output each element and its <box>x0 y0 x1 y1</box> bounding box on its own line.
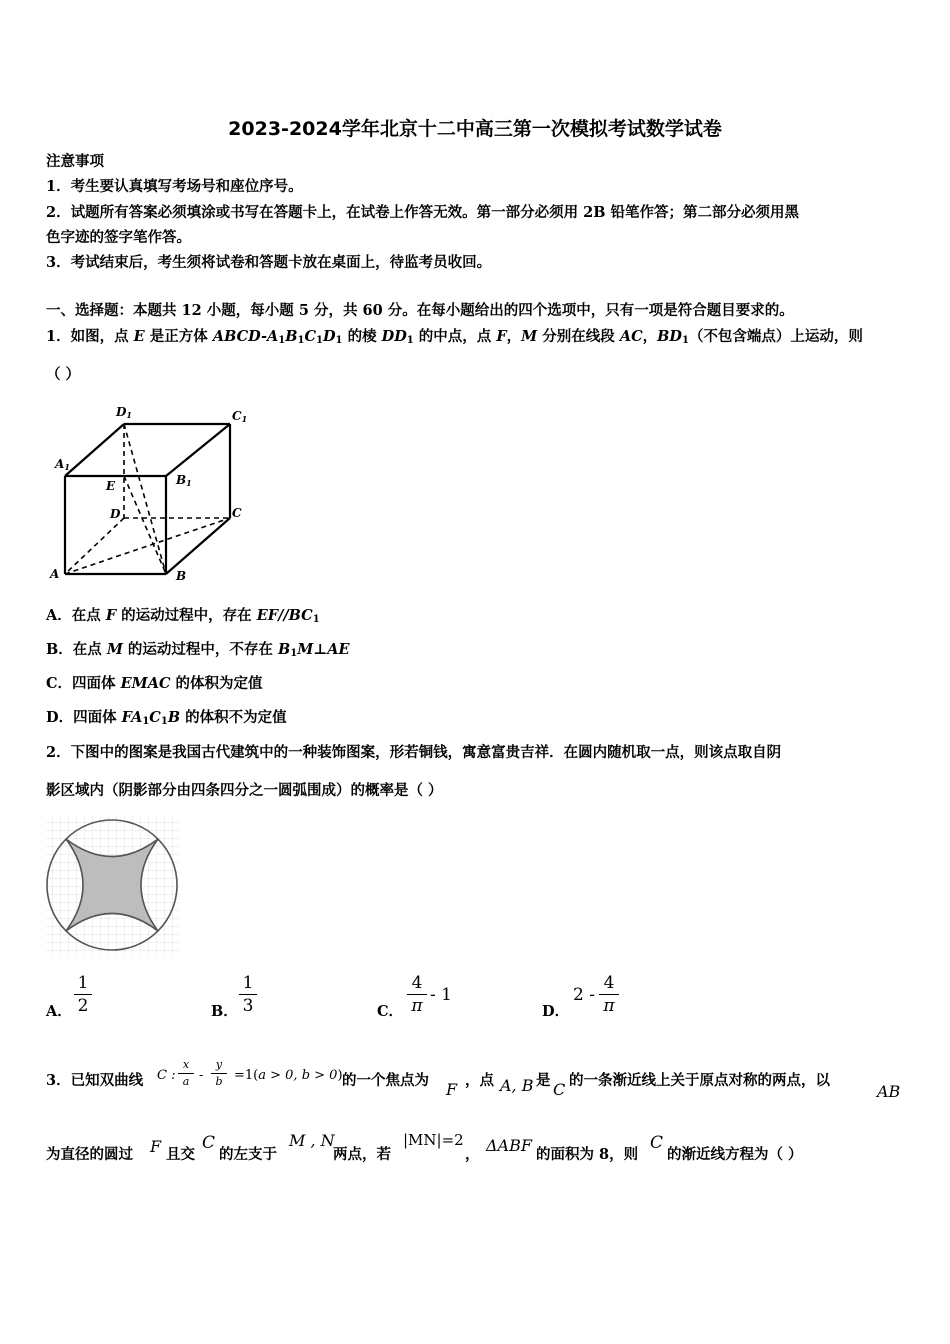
q3-line2-mn-eq: |MN|=2 <box>403 1131 464 1149</box>
q3-minus: - <box>199 1068 204 1083</box>
section-heading: 一、选择题：本题共 12 小题，每小题 5 分，共 60 分。在每小题给出的四个选项中，只有一项是符合题目要求的。 <box>46 302 794 319</box>
q3-text-3: ，点 <box>465 1072 494 1089</box>
q3-line2-mn: M , N <box>289 1131 335 1150</box>
question-2-line2: 影区域内（阴影部分由四条四分之一圆弧围成）的概率是（ ） <box>46 782 443 799</box>
notice-item-2: 2．试题所有答案必须填涂或书写在答题卡上，在试卷上作答无效。第一部分必须用 2B 铅笔作答；第二部分必须用黑 <box>46 204 800 221</box>
notice-item-2-cont: 色字迹的签字笔作答。 <box>46 229 191 246</box>
q3-text-4: 是 <box>536 1072 551 1089</box>
q2-option-d-head: 2 - <box>573 985 595 1005</box>
q2-option-b-label: B． <box>211 1003 238 1020</box>
label-e: E <box>106 479 116 493</box>
q1-option-c: C．四面体 EMAC 的体积为定值 <box>46 675 263 692</box>
q3-line2-text-5: 的面积为 8，则 <box>536 1146 639 1163</box>
q2-option-a-label: A． <box>46 1003 72 1020</box>
q3-line2-text-3: 的左支于 <box>219 1146 277 1163</box>
label-c: C <box>232 506 242 520</box>
q3-line2-text-1: 为直径的圆过 <box>46 1146 133 1163</box>
q3-line2-comma: ， <box>465 1146 480 1163</box>
label-d: D <box>110 507 121 521</box>
q3-line2-c2: C <box>650 1133 664 1153</box>
notice-heading: 注意事项 <box>46 153 104 170</box>
q3-line2-triangle: ΔABF <box>486 1136 532 1155</box>
q3-text-2: 的一个焦点为 <box>342 1072 429 1089</box>
page-title: 2023-2024学年北京十二中高三第一次模拟考试数学试卷 <box>228 118 722 140</box>
q3-points-ab: A, B <box>500 1076 534 1095</box>
notice-item-3: 3．考试结束后，考生须将试卷和答题卡放在桌面上，待监考员收回。 <box>46 254 492 271</box>
label-c1: C1 <box>232 409 248 424</box>
q1-option-b: B．在点 M 的运动过程中，不存在 $B_1M\perp AE$ <box>46 641 350 659</box>
q2-option-d-label: D． <box>542 1003 570 1020</box>
q3-equation: =1(a > 0, b > 0) <box>234 1068 343 1083</box>
label-d1: D1 <box>116 405 132 420</box>
question-2-line1: 2．下图中的图案是我国古代建筑中的一种装饰图案，形若铜钱，寓意富贵吉祥．在圆内随机取一点，则该点取自阴 <box>46 744 782 761</box>
q3-segment-ab: AB <box>877 1082 901 1101</box>
coin-pattern-figure <box>44 814 182 956</box>
q2-option-c-label: C． <box>377 1003 404 1020</box>
q1-option-d: D．四面体 $FA_1C_1B$ 的体积不为定值 <box>46 709 287 727</box>
q3-frac-x: x a <box>178 1058 194 1089</box>
q2-option-b-fraction: 1 3 <box>239 973 257 1016</box>
q3-text-5: 的一条渐近线上关于原点对称的两点，以 <box>569 1072 830 1089</box>
q2-option-c-fraction: 4 π <box>407 973 427 1016</box>
q2-option-d-fraction: 4 π <box>599 973 619 1016</box>
q3-hyperbola-c: C : <box>157 1068 176 1083</box>
label-a: A <box>50 567 60 581</box>
cube-figure <box>40 400 260 590</box>
q3-frac-y: y b <box>211 1058 227 1089</box>
label-b: B <box>176 569 187 583</box>
q2-option-a-fraction: 1 2 <box>74 973 92 1016</box>
question-1-paren: （ ） <box>46 366 81 383</box>
q3-line2-text-4: 两点，若 <box>333 1146 391 1163</box>
notice-item-1: 1．考生要认真填写考场号和座位序号。 <box>46 178 303 195</box>
q2-option-c-tail: - 1 <box>430 985 452 1005</box>
q3-focus-f: F <box>446 1080 458 1099</box>
q3-line2-f: F <box>150 1137 162 1156</box>
q3-intro: 3．已知双曲线 <box>46 1072 144 1089</box>
label-b1: B1 <box>176 473 192 488</box>
q3-line2-c: C <box>202 1133 216 1153</box>
q3-line2-text-6: 的渐近线方程为（ ） <box>667 1146 803 1163</box>
q1-option-a: A．在点 F 的运动过程中，存在 $EF//BC_1$ <box>46 607 320 625</box>
q3-line2-text-2: 且交 <box>166 1146 195 1163</box>
q3-curve-c: C <box>553 1080 566 1099</box>
question-1-stem: 1．如图，点 E 是正方体 ABCD-$A_1B_1C_1D_1$ 的棱 $DD_1$ 的中点，点 F，M 分别在线段 AC，$BD_1$（不包含端点）上运动，则 <box>46 328 863 346</box>
label-a1: A1 <box>55 457 70 472</box>
